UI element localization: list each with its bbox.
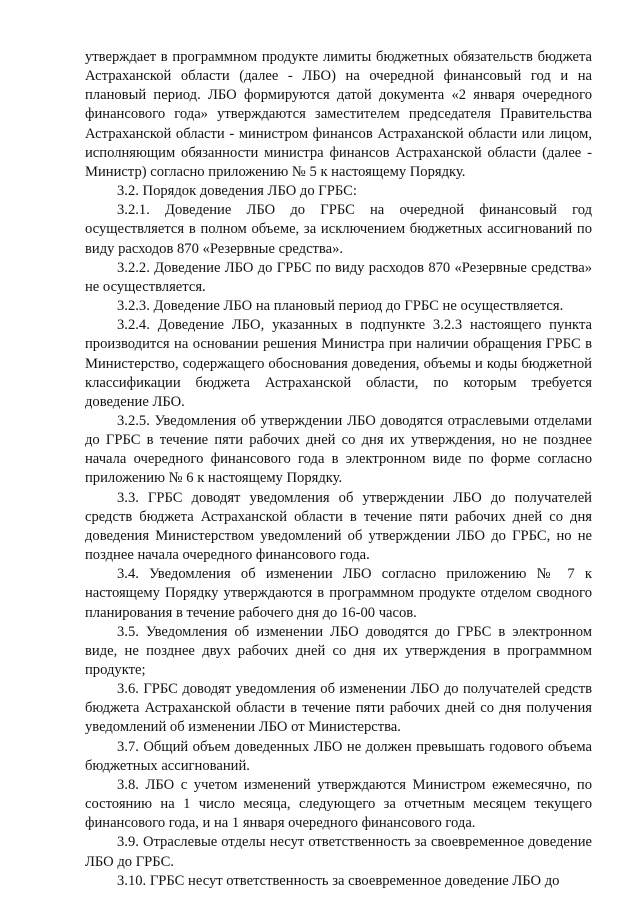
paragraph-3-2-1: 3.2.1. Доведение ЛБО до ГРБС на очередной финансовый год осуществляется в полном объеме, за исключением бюджетных ассигнований по виду расходов 870 «Резервные средства».: [85, 202, 592, 257]
paragraph-3-6: 3.6. ГРБС доводят уведомления об изменении ЛБО до получателей средств бюджета Астраханской области в течение пяти рабочих дней со дня получения уведомлений об изменении ЛБО от Министерства.: [85, 681, 592, 736]
paragraph-3-5: 3.5. Уведомления об изменении ЛБО доводятся до ГРБС в электронном виде, не позднее двух рабочих дней со дня их утверждения в программном продукте;: [85, 623, 592, 678]
paragraph-3-2-2: 3.2.2. Доведение ЛБО до ГРБС по виду расходов 870 «Резервные средства» не осуществляется.: [85, 259, 592, 295]
paragraph-3-2-4: 3.2.4. Доведение ЛБО, указанных в подпункте 3.2.3 настоящего пункта производится на основании решения Министра при наличии обращения ГРБС в Министерство, содержащего обоснования доведения, объемы и коды бюджетной классификации бюджета Астраханской области, по которым требуется доведение ЛБО.: [85, 317, 592, 410]
paragraph-3-2: 3.2. Порядок доведения ЛБО до ГРБС:: [117, 183, 357, 200]
paragraph-approval-continued: утверждает в программном продукте лимиты бюджетных обязательств бюджета Астраханской области (далее - ЛБО) на очередной финансовый год и на плановый период. ЛБО формируются датой документа «2 января очередного финансового года» утверждаются заместителем председателя Правительства Астраханской области - министром финансов Астраханской области или лицом, исполняющим обязанности министра финансов Астраханской области (далее - Министр) согласно приложению № 5 к настоящему Порядку.: [85, 49, 592, 180]
paragraph-3-2-5: 3.2.5. Уведомления об утверждении ЛБО доводятся отраслевыми отделами до ГРБС в течение пяти рабочих дней со дня их утверждения, но не позднее начала очередного финансового года в электронном виде по форме согласно приложению № 6 к настоящему Порядку.: [85, 412, 592, 487]
document-body: [85, 48, 592, 891]
paragraph-3-3: 3.3. ГРБС доводят уведомления об утверждении ЛБО до получателей средств бюджета Астраханской области в течение пяти рабочих дней со дня доведения Министерством уведомлений об утверждении ЛБО до ГРБС, но не позднее начала очередного финансового года.: [85, 489, 592, 564]
paragraph-3-7: 3.7. Общий объем доведенных ЛБО не должен превышать годового объема бюджетных ассигнований.: [85, 738, 592, 774]
paragraph-3-8: 3.8. ЛБО с учетом изменений утверждаются Министром ежемесячно, по состоянию на 1 число месяца, следующего за отчетным месяцем текущего финансового года, и на 1 января очередного финансового года.: [85, 776, 592, 832]
paragraph-3-10: 3.10. ГРБС несут ответственность за своевременное доведение ЛБО до: [117, 872, 560, 889]
paragraph-3-9: 3.9. Отраслевые отделы несут ответственность за своевременное доведение ЛБО до ГРБС.: [85, 834, 592, 870]
paragraph-3-4: 3.4. Уведомления об изменении ЛБО согласно приложению № 7 к настоящему Порядку утверждаются в программном продукте отделом сводного планирования в течение рабочего дня до 16-00 часов.: [85, 566, 592, 621]
paragraph-3-2-3: 3.2.3. Доведение ЛБО на плановый период до ГРБС не осуществляется.: [117, 298, 564, 315]
